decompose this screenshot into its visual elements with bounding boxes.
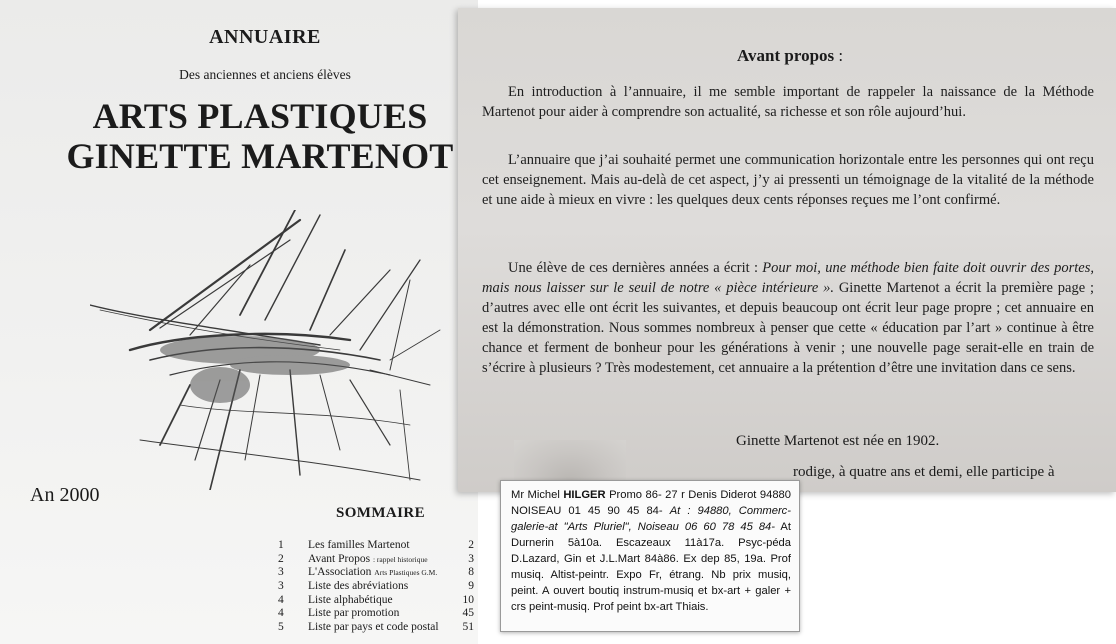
preface-paragraph-3: Une élève de ces dernières années a écrit : Pour moi, une méthode bien faite doit ouvrir des portes, mais nous laisser sur le seuil de notre « pièce intérieure ». Ginette Martenot a écrit la première page ; d’autres avec elle ont écrit les suivantes, et depuis beaucoup ont écrit leur page propre ; cet annuaire en est la démonstration. Nous sommes nombreux à penser que cette « éducation par l’art » continue à être chance et ferment de bonheur pour les générations à venir ; une nouvelle page serait-elle en train de s’écrire à plusieurs ? Très modestement, cet annuaire a la prétention d’être une invitation dans ce sens. [482, 260, 1094, 376]
sommaire-item-number: 2 [278, 552, 284, 565]
cover-main-line2: GINETTE MARTENOT [66, 136, 454, 176]
cover-main-title [40, 96, 480, 176]
cover-page [0, 0, 478, 644]
sommaire-item-label: Avant Propos : rappel historique [308, 552, 428, 565]
sommaire-item-page: 2 [468, 539, 474, 551]
preface-page [458, 8, 1116, 492]
sommaire-item [278, 553, 478, 567]
sommaire-item-label: Liste des abréviations [308, 580, 409, 593]
sommaire-item-label: Liste par pays et code postal [308, 621, 439, 634]
preface-continued-text: rodige, à quatre ans et demi, elle participe à [793, 464, 1055, 480]
sommaire-item-label: Les familles Martenot [308, 539, 410, 551]
preface-quote: Pour moi, une méthode bien faite doit ouvrir des portes, mais nous laisser sur le seuil de notre « pièce intérieure ». [482, 260, 1094, 296]
entry-workplace: At : 94880, Commerc-galerie-at "Arts Pluriel", Noiseau 06 60 78 45 84- [511, 505, 792, 533]
sommaire-item-number: 3 [278, 566, 284, 579]
sommaire-item-number: 3 [278, 580, 284, 593]
sommaire-item-page: 10 [462, 593, 474, 606]
cover-title: ANNUAIRE [209, 26, 321, 48]
cover-subtitle: Des anciennes et anciens élèves [179, 67, 351, 82]
sommaire-item [278, 539, 478, 553]
cover-year: An 2000 [30, 484, 100, 506]
sommaire-item [278, 594, 478, 608]
preface-birth-line: Ginette Martenot est née en 1902. [736, 433, 940, 449]
sommaire-item-note: : rappel historique [372, 554, 428, 564]
abstract-sketch-illustration [90, 210, 450, 490]
sommaire-item [278, 566, 478, 580]
sommaire-item [278, 607, 478, 621]
sommaire-list [278, 539, 478, 635]
sommaire-item-number: 5 [278, 621, 284, 634]
sommaire-item [278, 621, 478, 635]
sommaire-item-page: 3 [468, 552, 474, 565]
sommaire-item-number: 4 [278, 593, 284, 606]
sommaire-item-label: L'Association Arts Plastiques G.M. [308, 566, 438, 579]
sommaire-item-note: Arts Plastiques G.M. [374, 568, 438, 578]
sommaire-item [278, 580, 478, 594]
sommaire-item-number: 4 [278, 607, 284, 620]
sommaire-item-page: 9 [468, 580, 474, 593]
preface-paragraph-2: L’annuaire que j’ai souhaité permet une communication horizontale entre les personnes qui ont reçu cet enseignement. Mais au-delà de cet aspect, j’y ai pressenti un témoignage de la vitalité de la méthode et une aide à mieux en vivre : les quelques deux cents réponses reçues me l’ont confirmé. [482, 152, 1094, 208]
sommaire-item-number: 1 [278, 539, 284, 551]
preface-paragraph-1: En introduction à l’annuaire, il me semble important de rappeler la naissance de la Méthode Martenot pour aider à comprendre son actualité, sa richesse et son rôle aujourd’hui. [482, 84, 1094, 120]
sommaire-item-page: 45 [462, 607, 474, 620]
sommaire-title: SOMMAIRE [336, 505, 426, 521]
sommaire-item-page: 8 [468, 566, 474, 579]
sommaire-item-page: 51 [462, 621, 474, 634]
directory-entry-card [500, 480, 800, 632]
directory-entry-text: Mr Michel HILGER Promo 86- 27 r Denis Diderot 94880 NOISEAU 01 45 90 45 84- At : 94880, Commerc-galerie-at "Arts Pluriel", Noiseau 06 60 78 45 84- At Durnerin 5à10a. Escazeaux 11à17a. Psyc-péda D.Lazard, Gin et J.L.Mart 84à86. Ex dep 85, 19a. Prof musiq. Altist-peintr. Expo Fr, étrang. Nb prix musiq, peint. A ouvert boutiq instrum-musiq et bx-art + galer + crs peint-musiq. Prof peint bx-art Thiais. [511, 489, 792, 613]
entry-surname: HILGER [563, 489, 606, 501]
cover-main-line1: ARTS PLASTIQUES [92, 96, 428, 136]
sommaire-item-label: Liste alphabétique [308, 593, 393, 606]
sommaire-item-label: Liste par promotion [308, 607, 400, 620]
preface-title: Avant propos : [737, 46, 844, 65]
